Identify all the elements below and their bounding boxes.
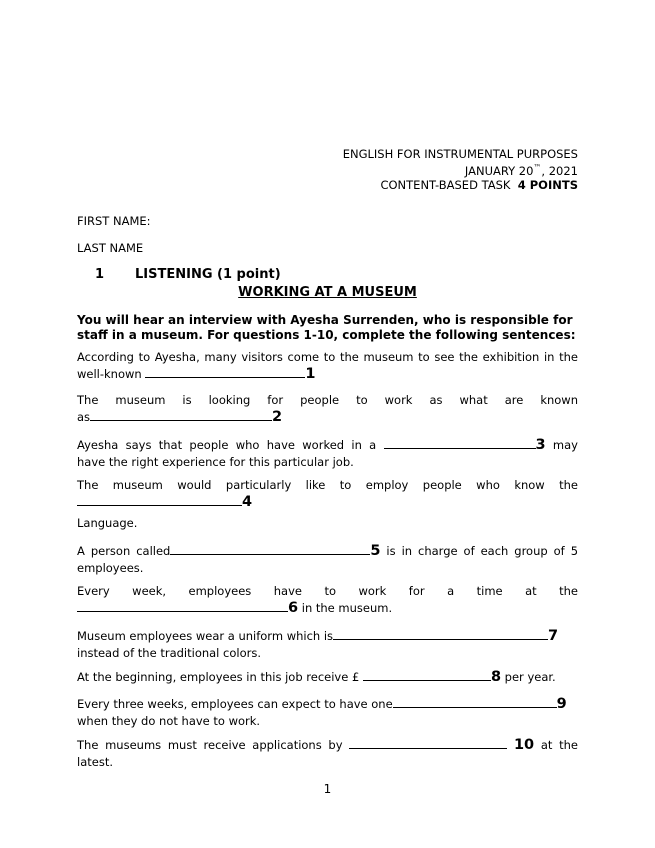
course-title: ENGLISH FOR INSTRUMENTAL PURPOSES — [342, 147, 578, 161]
answer-blank-9[interactable] — [393, 696, 557, 708]
answer-blank-10[interactable] — [349, 737, 507, 749]
question-6-line-1: Every week, employees have to work for a time at the — [77, 584, 578, 598]
question-8 — [77, 669, 578, 686]
question-9 — [77, 696, 578, 730]
question-7-line-1 — [77, 628, 578, 645]
answer-blank-3[interactable] — [384, 437, 536, 449]
question-10-line-2: latest. — [77, 755, 113, 769]
question-4-line-1: The museum would particularly like to employ people who know the — [77, 478, 578, 492]
exam-date — [343, 161, 578, 178]
question-2 — [77, 392, 578, 426]
exam-date-main: JANUARY 20 — [464, 163, 534, 178]
question-3-text-after: may — [545, 438, 578, 452]
question-3-line-2: have the right experience for this particular job. — [77, 455, 354, 469]
question-7-text: Museum employees wear a uniform which is — [77, 629, 334, 643]
question-10 — [77, 737, 578, 771]
answer-blank-2[interactable] — [90, 409, 272, 421]
question-5-text: A person called — [77, 544, 171, 558]
question-4-number: 4 — [242, 494, 253, 510]
answer-blank-4[interactable] — [77, 494, 242, 506]
question-6-text-after: in the museum. — [298, 601, 393, 615]
section-heading — [95, 267, 281, 282]
question-5-number: 5 — [370, 543, 381, 559]
question-8-number: 8 — [490, 669, 502, 685]
last-name-label: LAST NAME — [77, 241, 144, 255]
question-8-text-after: per year. — [501, 670, 556, 684]
answer-blank-1[interactable] — [145, 366, 305, 378]
question-3-number: 3 — [535, 437, 546, 453]
question-7-line-2: instead of the traditional colors. — [77, 646, 261, 660]
page-number: 1 — [323, 782, 332, 796]
question-3 — [77, 437, 578, 471]
question-3-text: Ayesha says that people who have worked in a — [77, 438, 384, 452]
question-4-line-2 — [77, 494, 578, 511]
task-line — [343, 178, 578, 192]
question-5-text-after: is in charge of each group of 5 — [380, 544, 579, 558]
question-1-line-2 — [77, 366, 578, 383]
question-2-line-1: The museum is looking for people to work as what are known — [77, 393, 578, 407]
question-6 — [77, 583, 578, 617]
question-10-text-after: at the — [534, 738, 578, 752]
question-4-line-3: Language. — [77, 516, 138, 530]
question-9-text: Every three weeks, employees can expect to have one — [77, 697, 393, 711]
section-subtitle: WORKING AT A MUSEUM — [238, 285, 417, 300]
task-label: CONTENT-BASED TASK — [380, 177, 511, 192]
question-1-text: well-known — [77, 367, 146, 381]
document-header — [343, 147, 578, 192]
exam-date-sup: ™ — [533, 163, 542, 172]
question-5-line-1 — [77, 543, 578, 560]
question-10-text: The museums must receive applications by — [77, 738, 350, 752]
first-name-label: FIRST NAME: — [77, 214, 151, 228]
question-10-number: 10 — [513, 737, 535, 753]
exam-date-year: , 2021 — [541, 163, 578, 178]
question-10-line-1 — [77, 737, 578, 754]
instructions: You will hear an interview with Ayesha Surrenden, who is responsible for staff in a museum. For questions 1-10, complete the following sentences: — [77, 313, 576, 342]
question-6-line-2 — [77, 600, 578, 617]
task-points: 4 POINTS — [517, 177, 578, 192]
question-3-line-1 — [77, 437, 578, 454]
question-2-line-2 — [77, 409, 578, 426]
question-2-text: as — [77, 410, 91, 424]
question-2-number: 2 — [272, 409, 283, 425]
answer-blank-8[interactable] — [363, 669, 491, 681]
question-1 — [77, 349, 578, 383]
question-1-line-1: According to Ayesha, many visitors come to the museum to see the exhibition in the — [77, 350, 578, 364]
question-7-number: 7 — [548, 628, 559, 644]
question-9-line-1 — [77, 696, 578, 713]
answer-blank-7[interactable] — [333, 628, 548, 640]
question-5 — [77, 543, 578, 577]
question-1-number: 1 — [305, 366, 316, 382]
question-5-line-2: employees. — [77, 561, 144, 575]
question-7 — [77, 628, 578, 662]
question-4 — [77, 477, 578, 532]
question-8-text: At the beginning, employees in this job receive £ — [77, 670, 363, 684]
answer-blank-6[interactable] — [77, 600, 288, 612]
question-8-line-1 — [77, 669, 578, 686]
question-6-number: 6 — [288, 600, 299, 616]
section-number: 1 — [95, 267, 105, 282]
question-9-line-2: when they do not have to work. — [77, 714, 261, 728]
question-9-number: 9 — [556, 696, 567, 712]
answer-blank-5[interactable] — [170, 543, 370, 555]
section-title: LISTENING (1 point) — [135, 267, 281, 282]
